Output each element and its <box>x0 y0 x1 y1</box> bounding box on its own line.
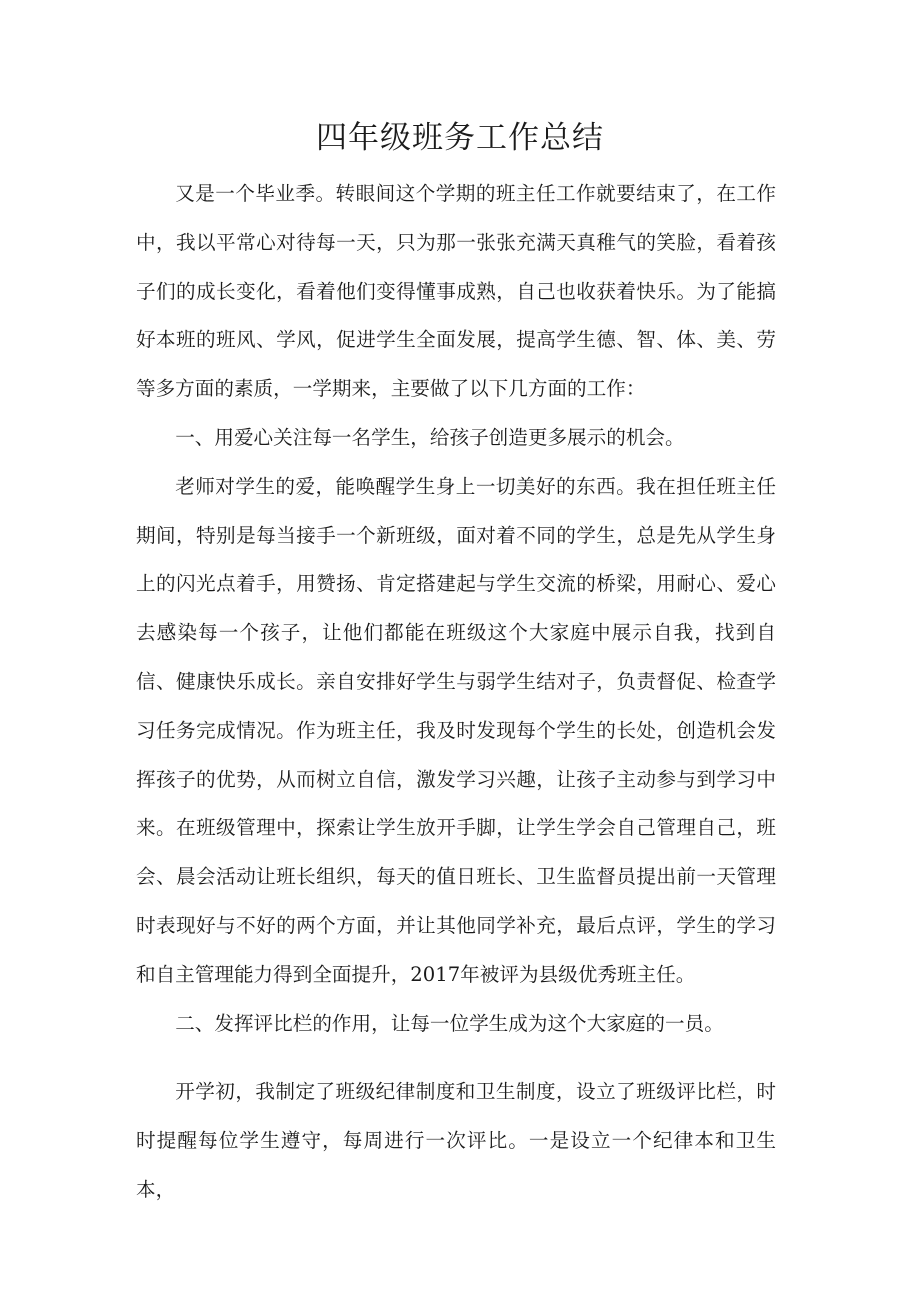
document-body <box>136 170 776 1215</box>
section-heading-1: 一、用爱心关注每一名学生，给孩子创造更多展示的机会。 <box>175 425 685 449</box>
document-title: 四年级班务工作总结 <box>316 120 604 156</box>
paragraph-section-1: 老师对学生的爱，能唤醒学生身上一切美好的东西。我在担任班主任期间，特别是每当接手一个新班级，面对着不同的学生，总是先从学生身上的闪光点着手，用赞扬、肯定搭建起与学生交流的桥梁，用耐心、爱心去感染每一个孩子，让他们都能在班级这个大家庭中展示自我，找到自信、健康快乐成长。亲自安排好学生与弱学生结对子，负责督促、检查学习任务完成情况。作为班主任，我及时发现每个学生的长处，创造机会发挥孩子的优势，从而树立自信，激发学习兴趣，让孩子主动参与到学习中来。在班级管理中，探索让学生放开手脚，让学生学会自己管理自己，班会、晨会活动让班长组织，每天的值日班长、卫生监督员提出前一天管理时表现好与不好的两个方面，并让其他同学补充，最后点评，学生的学习和自主管理能力得到全面提升，2017年被评为县级优秀班主任。 <box>136 474 776 986</box>
paragraph-intro: 又是一个毕业季。转眼间这个学期的班主任工作就要结束了，在工作中，我以平常心对待每一天，只为那一张张充满天真稚气的笑脸，看着孩子们的成长变化，看着他们变得懂事成熟，自己也收获着快乐。为了能搞好本班的班风、学风，促进学生全面发展，提高学生德、智、体、美、劳等多方面的素质，一学期来，主要做了以下几方面的工作： <box>136 182 776 401</box>
paragraph-section-2: 开学初，我制定了班级纪律制度和卫生制度，设立了班级评比栏，时时提醒每位学生遵守，每周进行一次评比。一是设立一个纪律本和卫生本， <box>136 1080 776 1201</box>
section-heading-2: 二、发挥评比栏的作用，让每一位学生成为这个大家庭的一员。 <box>175 1011 724 1035</box>
